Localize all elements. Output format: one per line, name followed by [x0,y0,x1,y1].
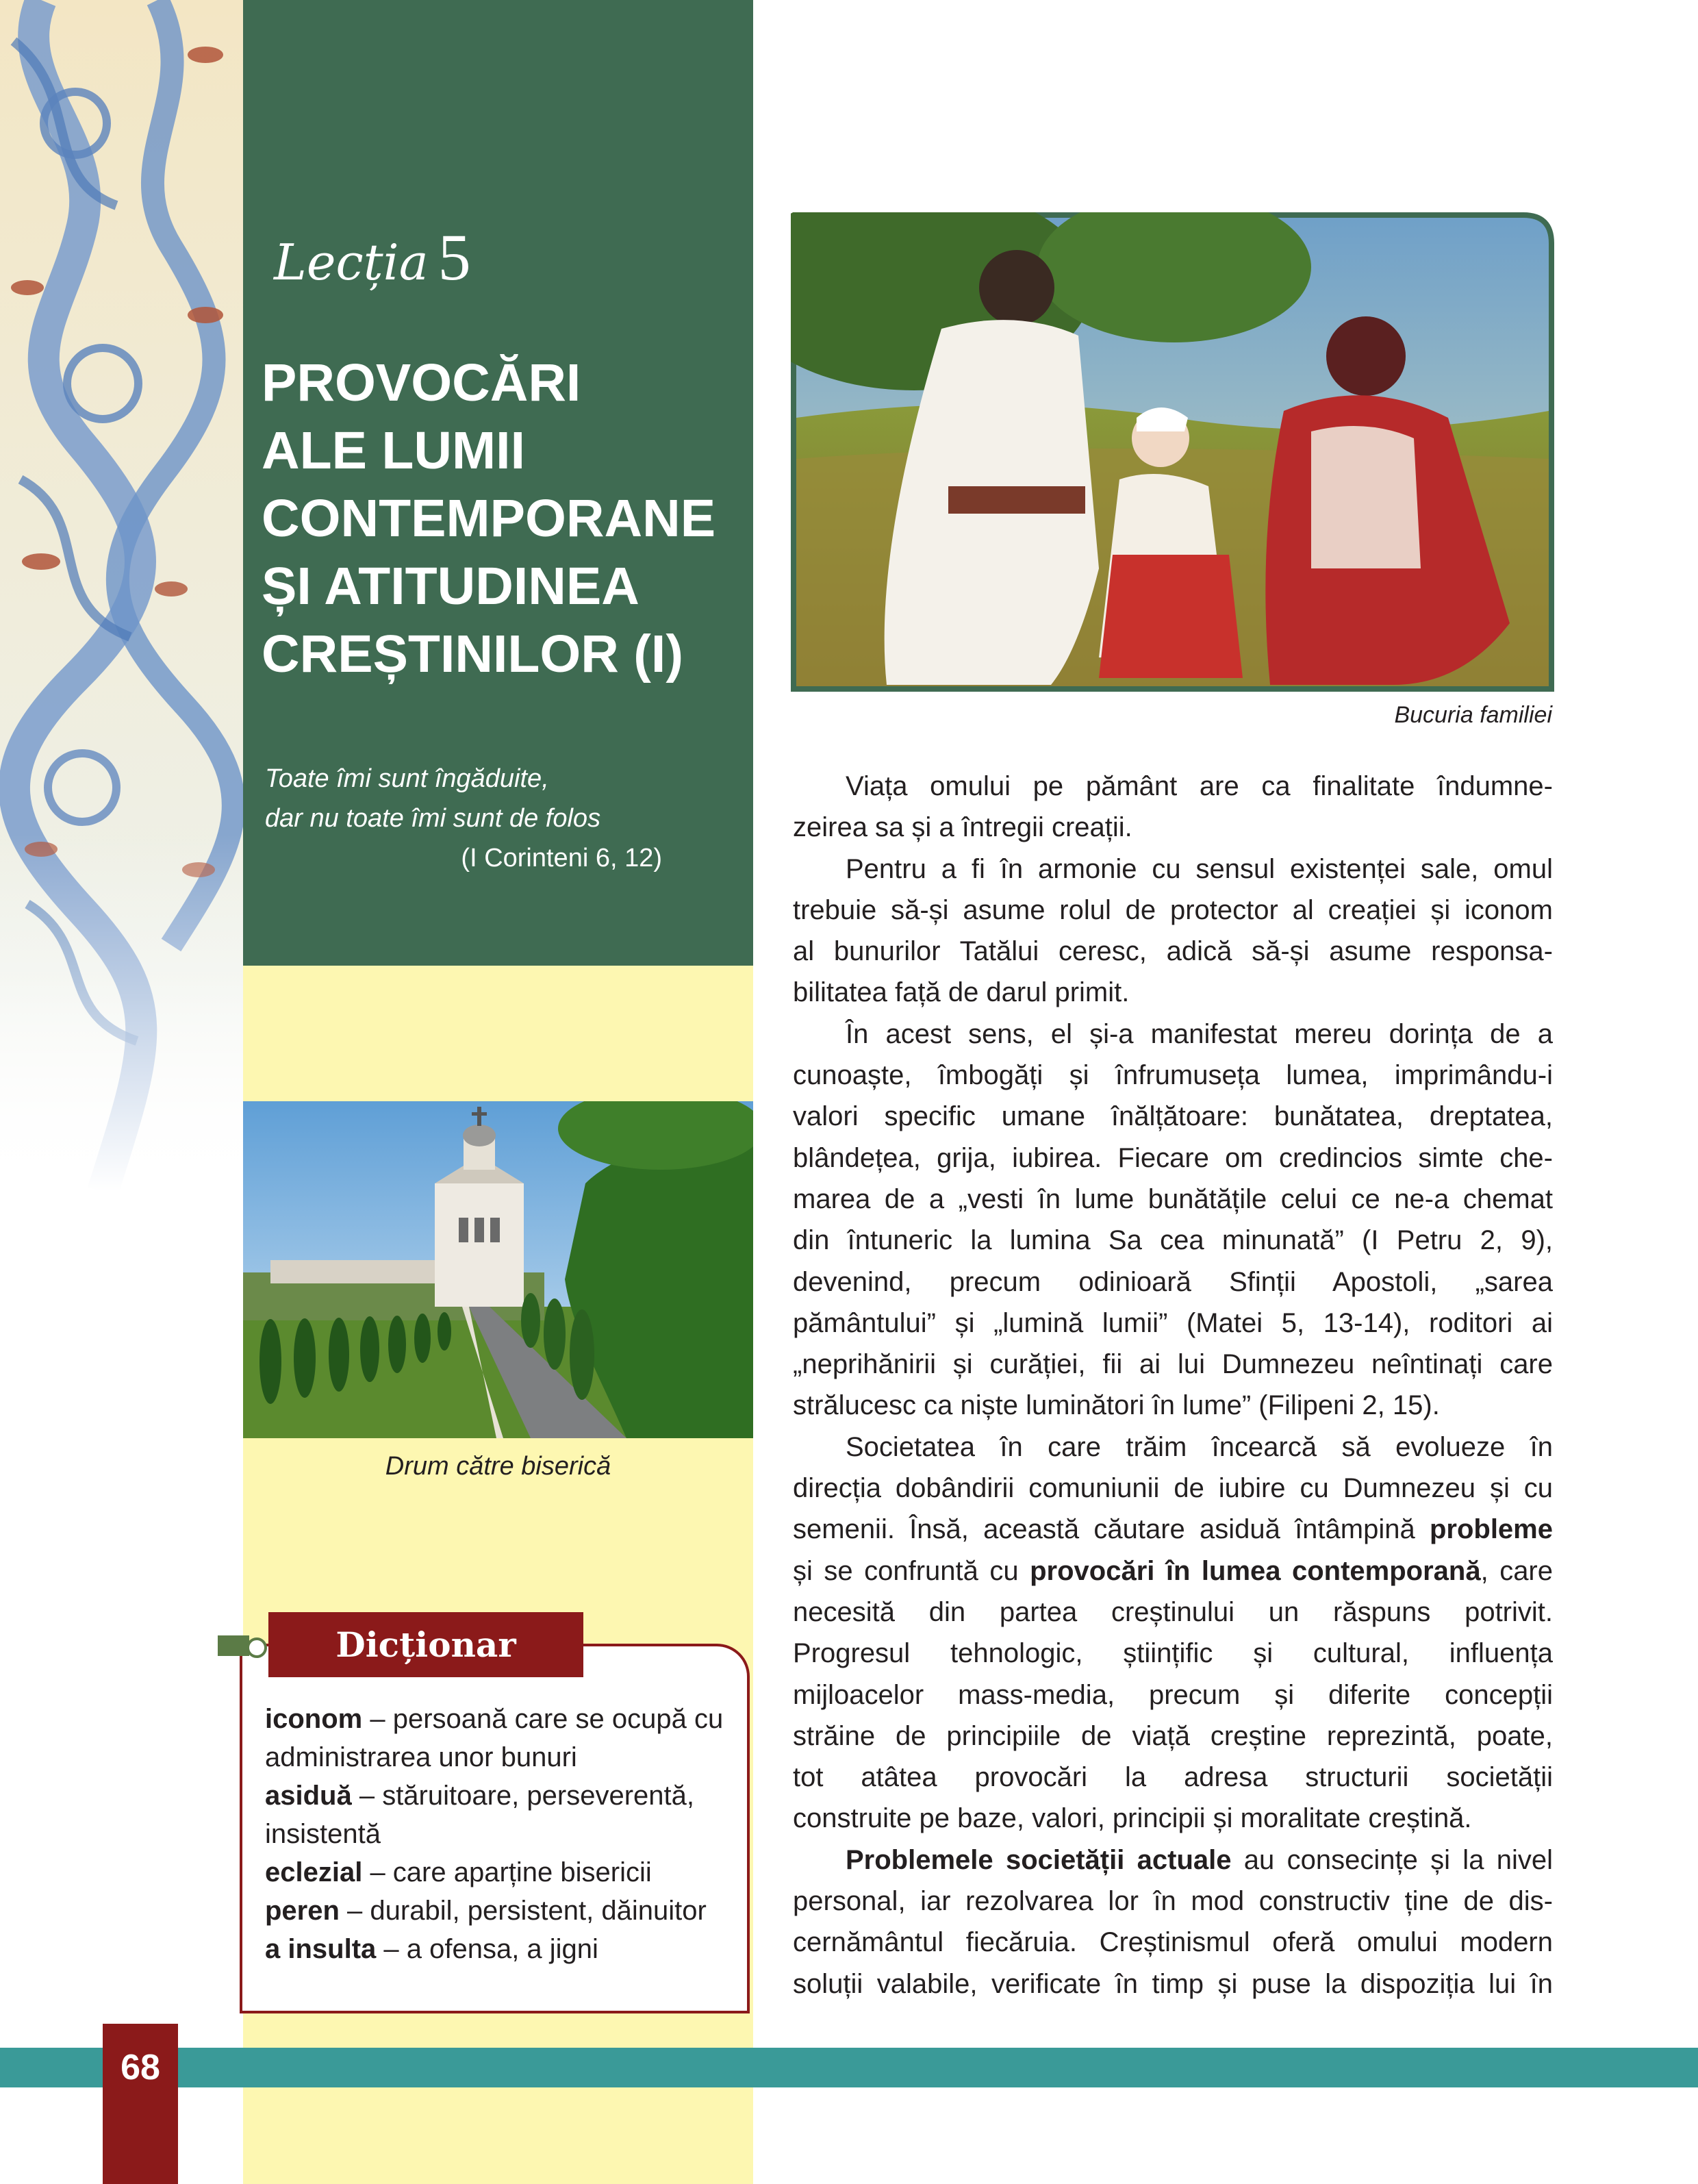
title-line: PROVOCĂRI [262,353,581,412]
text-line [793,1551,1553,1592]
dictionary-entry [265,1892,744,1930]
church-photo [243,1101,753,1438]
dictionary-entry [265,1930,744,1968]
motto-quote [265,759,662,878]
dictionary-entry [265,1777,744,1815]
lesson-number: 5 [438,221,471,294]
text-line: Viața omului pe pământ are ca finalitate îndumne- [846,771,1553,801]
title-line: ALE LUMII [262,421,525,480]
text-line: cunoaște, îmbogăți și înfrumuseța lumea, imprimându-i [793,1060,1553,1091]
motto-reference: (I Corinteni 6, 12) [461,844,662,873]
text-line: zeirea sa și a întregii creații. [793,812,1132,843]
dictionary-definition: – care aparține bisericii [362,1857,652,1887]
dictionary-term: eclezial [265,1857,363,1887]
dictionary-definition: – durabil, persistent, dăinuitor [339,1896,707,1926]
dictionary-definition-continued: insistentă [265,1819,381,1849]
text-line: bilitatea față de darul primit. [793,977,1130,1008]
emphasis-text: Problemele societății actuale [846,1844,1232,1875]
dictionary-term: a insulta [265,1934,377,1964]
text-line: valori specific umane înălțătoare: bunătatea, dreptatea, [793,1101,1553,1132]
text-line: Societatea în care trăim încearcă să evolueze în [846,1431,1553,1462]
text-line: strălucesc ca niște luminători în lume” (Filipeni 2, 15). [793,1390,1440,1421]
text-line: Pentru a fi în armonie cu sensul existenței sale, omul [846,853,1553,884]
text-line: În acest sens, el și-a manifestat mereu dorința de a [846,1018,1553,1049]
text-line: străine de principiile de viață creștine reprezintă, poate, [793,1720,1553,1751]
emphasis-text: provocări în lumea contemporană [1030,1555,1481,1586]
dictionary-title: Dicționar [268,1612,583,1677]
dictionary-definition: – stăruitoare, perseverentă, [351,1781,694,1811]
text-line: marea de a „vesti în lume bunătățile celui ce ne-a chemat [793,1183,1553,1214]
text-segment: , care [1480,1555,1554,1586]
page-number: 68 [121,2048,160,2087]
text-line: necesită din partea creștinului un răspuns potrivit. [793,1596,1553,1627]
text-line: construite pe baze, valori, principii și moralitate creștină. [793,1803,1472,1834]
dictionary-list [265,1700,744,1968]
dictionary-term: iconom [265,1704,363,1734]
lesson-word: Lecția [274,234,429,291]
text-line: personal, iar rezolvarea lor în mod constructiv ține de dis- [793,1886,1553,1917]
motto-line: Toate îmi sunt îngăduite, [265,764,549,793]
text-segment: semenii. Însă, această căutare asiduă întâmpină [793,1514,1430,1545]
text-line: tot atâtea provocări la adresa structurii societății [793,1762,1553,1793]
title-line: CONTEMPORANE [262,489,716,548]
text-line: mijloacelor mass-media, precum și diferite concepții [793,1679,1553,1710]
dictionary-tab-dot-icon [246,1637,267,1658]
text-line: „neprihănirii și curăției, fii ai lui Dumnezeu neîntinați care [793,1349,1553,1380]
text-line: din întuneric la lumina Sa cea minunată” (I Petru 2, 9), [793,1225,1553,1256]
family-photo [791,212,1554,692]
dictionary-term: asiduă [265,1781,352,1811]
family-photo-caption: Bucuria familiei [1394,702,1552,728]
text-line: soluții valabile, verificate în timp și puse la dispoziția lui în [793,1968,1553,1999]
text-line: al bunurilor Tatălui ceresc, adică să-și asume responsa- [793,936,1553,967]
lesson-title [262,349,748,688]
text-line: blândețea, grija, iubirea. Fiecare om credincios simte che- [793,1142,1553,1173]
body-text [793,766,1553,2005]
footer-band [0,2048,1698,2087]
text-line: trebuie să-și asume rolul de protector al creației și iconom [793,894,1553,925]
title-line: CREȘTINILOR (I) [262,625,683,683]
text-line: Progresul tehnologic, științific și cultural, influența [793,1638,1553,1669]
motto-line: dar nu toate îmi sunt de folos [265,804,601,833]
church-photo-caption: Drum către biserică [385,1452,611,1481]
decorative-ornament [0,0,243,1192]
text-line [793,1840,1553,1881]
text-segment: au consecințe și la nivel [1231,1844,1554,1875]
dictionary-definition-continued: administrarea unor bunuri [265,1742,577,1772]
text-line: devenind, precum odinioară Sfinții Apostoli, „sarea [793,1266,1553,1297]
text-line: cernământul fiecăruia. Creștinismul oferă omului modern [793,1927,1553,1958]
text-line: direcția dobândirii comuniunii de iubire cu Dumnezeu și cu [793,1473,1553,1504]
dictionary-term: peren [265,1896,340,1926]
text-line: pământului” și „lumină lumii” (Matei 5, 13-14), roditori ai [793,1307,1553,1338]
dictionary-tab-connector [218,1635,249,1656]
text-line [793,1509,1553,1550]
emphasis-text: probleme [1429,1514,1553,1545]
title-line: ȘI ATITUDINEA [262,557,639,616]
dictionary-entry [265,1853,744,1892]
dictionary-entry [265,1700,744,1738]
lesson-label [274,219,471,295]
text-segment: și se confruntă cu [793,1555,1030,1586]
dictionary-definition: – persoană care se ocupă cu [362,1704,724,1734]
dictionary-definition: – a ofensa, a jigni [376,1934,598,1964]
